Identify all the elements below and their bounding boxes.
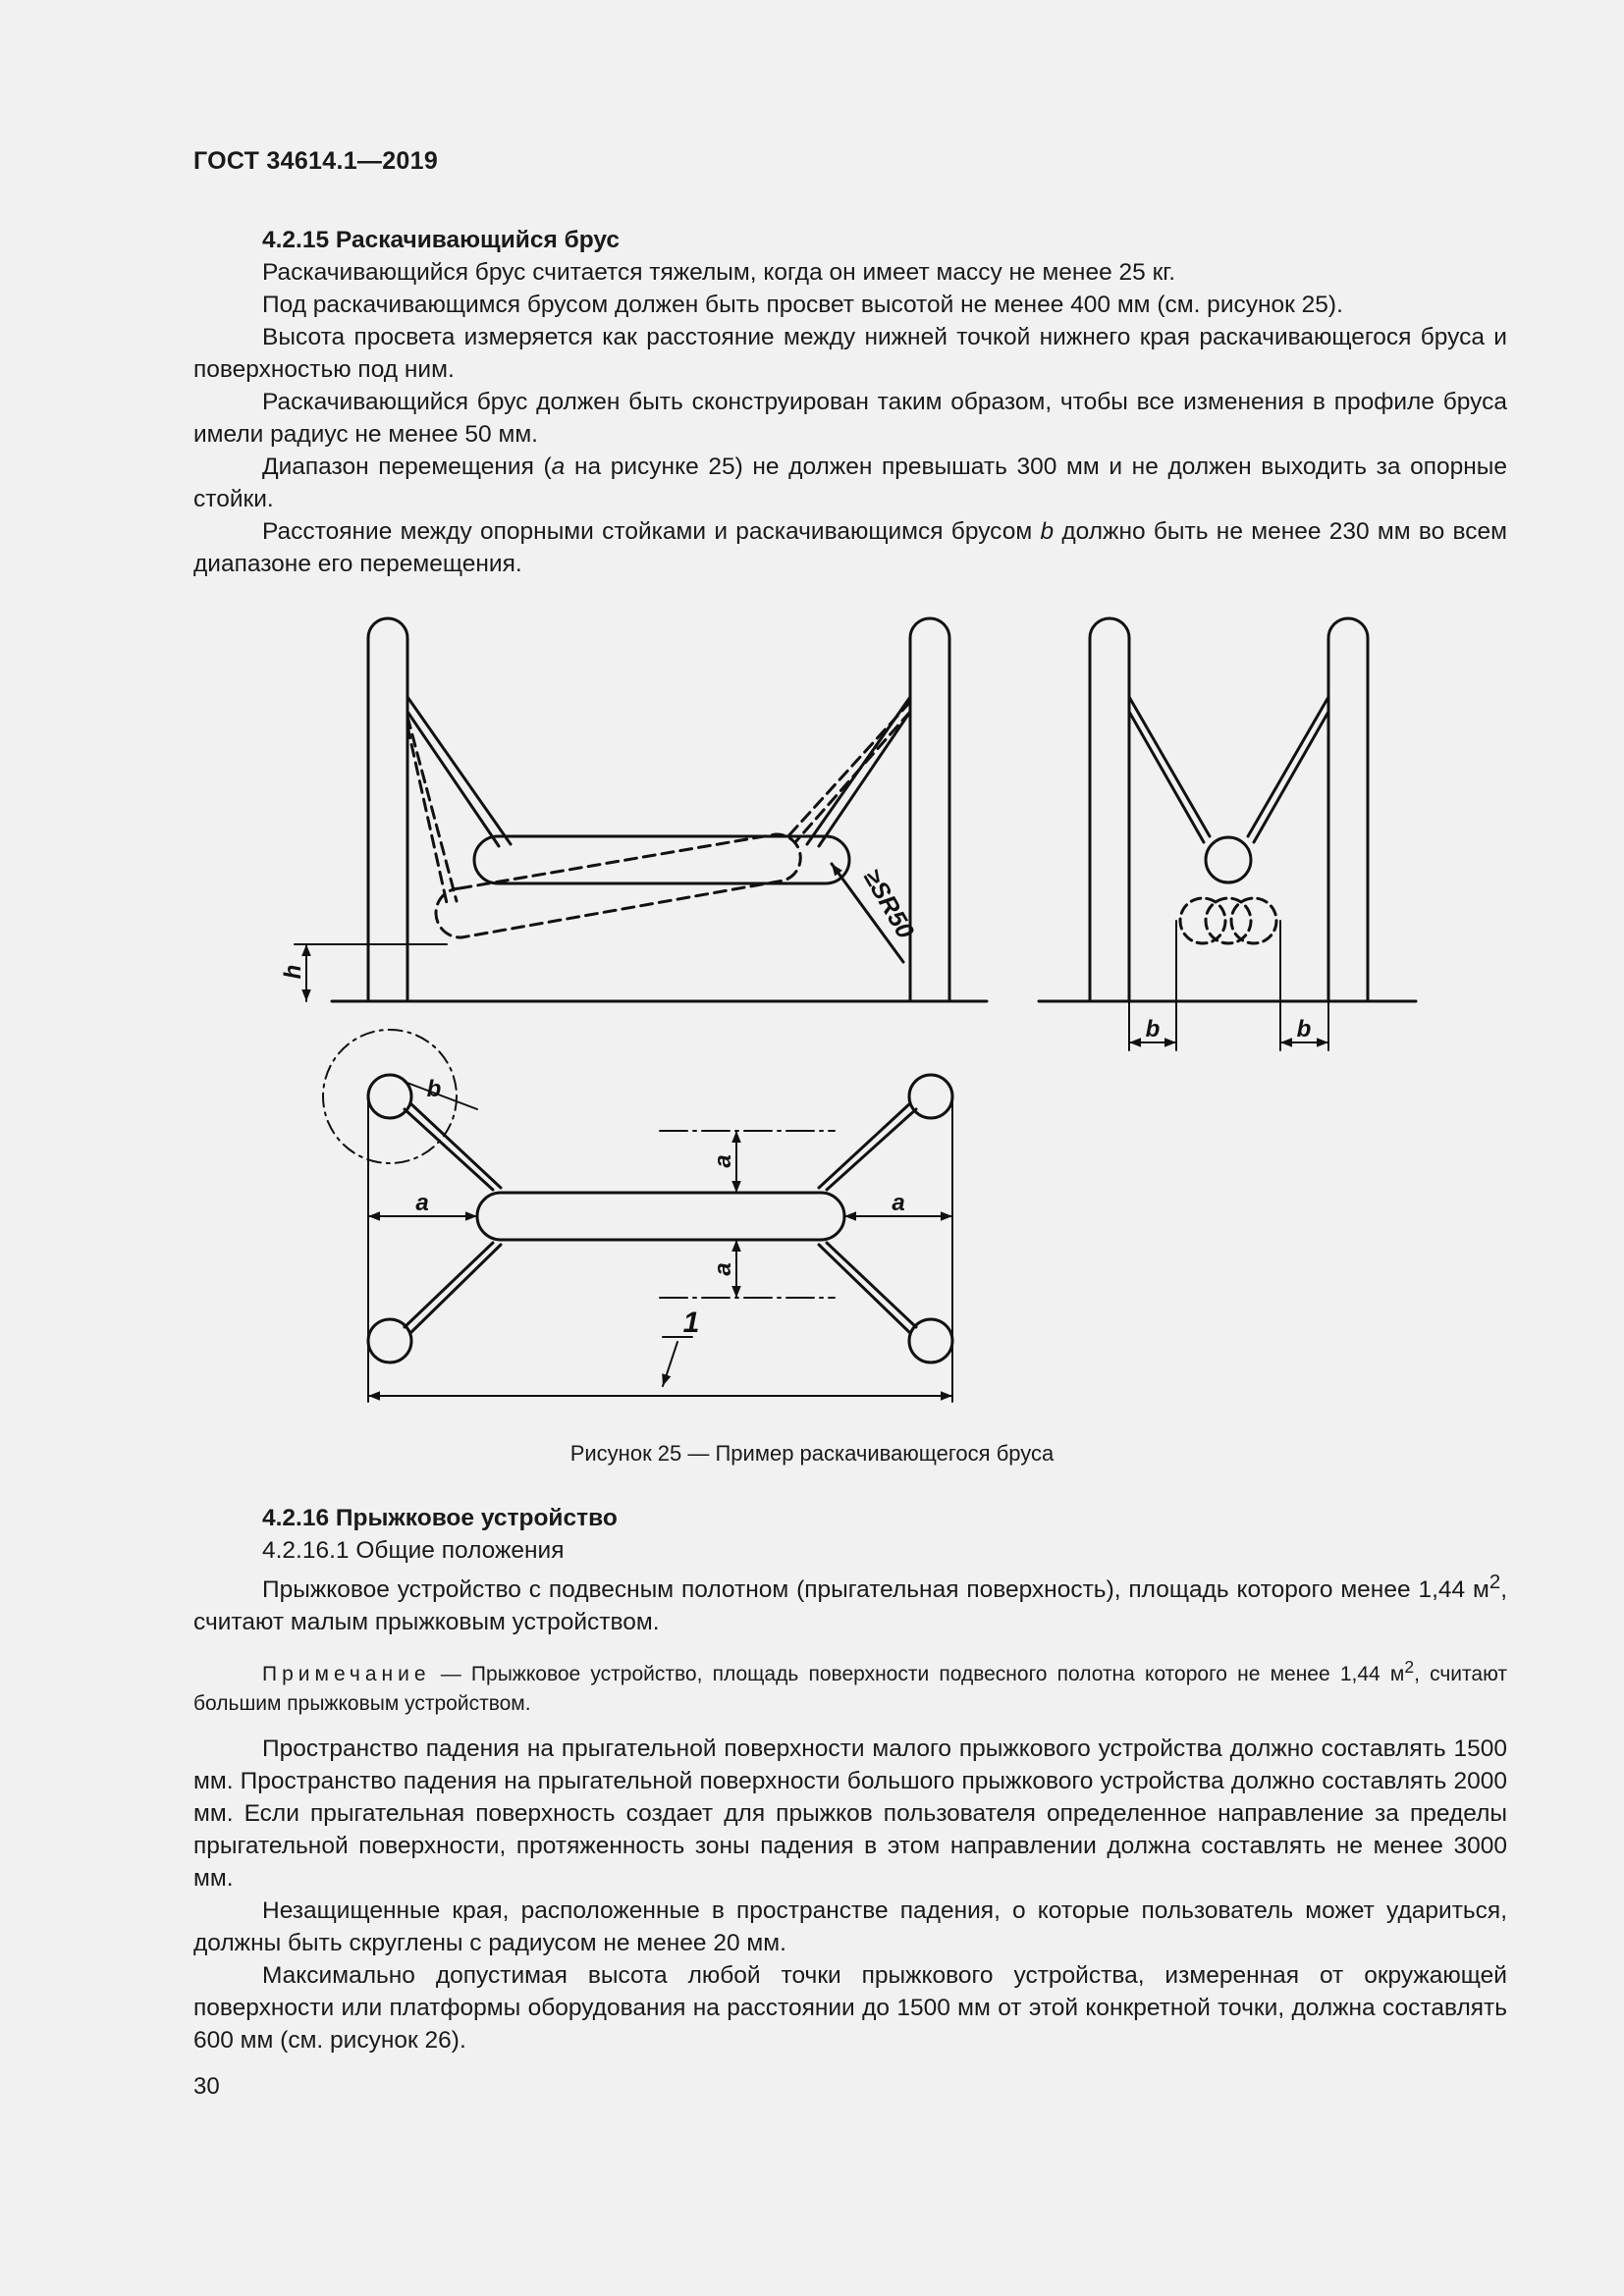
note-label: Примечание (262, 1663, 431, 1686)
displaced-bar-positions (1180, 898, 1276, 943)
label-a: a (710, 1262, 736, 1276)
standard-header: ГОСТ 34614.1—2019 (193, 147, 439, 175)
chain (819, 712, 910, 846)
label-b: b (426, 1076, 442, 1102)
variable-b: b (1040, 518, 1055, 545)
chain (819, 1103, 910, 1188)
figure-caption: Рисунок 25 — Пример раскачивающегося бруса (569, 1441, 1055, 1466)
paragraph: Прыжковое устройство с подвесным полотном (прыгательная поверхность), площадь которого менее 1,44 $м^2$, считают малым прыжковым устройством. (193, 1572, 1507, 1636)
paragraph: Расстояние между опорными стойками и раскачивающимся брусом b должно быть не менее 230 мм во всем диапазоне его перемещения. (193, 518, 1507, 577)
right-post (1328, 618, 1368, 1001)
post-section (909, 1075, 952, 1118)
travel-limit-lines (660, 1131, 835, 1298)
subsection-heading: 4.2.16.1 Общие положения (262, 1537, 565, 1564)
label-a: a (415, 1190, 429, 1216)
section-4-2-16 (193, 1502, 1507, 2056)
paragraph: Незащищенные края, расположенные в пространстве падения, о которые пользователь может удариться, должны быть скруглены с радиусом не менее 20 мм. (193, 1897, 1507, 1957)
variable-a: a (551, 454, 566, 480)
section-heading: 4.2.15 Раскачивающийся брус (262, 227, 620, 253)
left-post (1090, 618, 1129, 1001)
label-a: a (892, 1190, 905, 1216)
section-heading: 4.2.16 Прыжковое устройство (262, 1505, 618, 1531)
displaced-bar-outline (407, 702, 910, 937)
chain (405, 1243, 493, 1327)
paragraph: Максимально допустимая высота любой точки прыжкового устройства, измеренная от окружающей поверхности или платформы оборудования на расстоянии до 1500 мм от этой конкретной точки, должна составлять 600 мм (см. рисунок 26). (193, 1962, 1507, 2055)
chain (1129, 697, 1210, 836)
paragraph: Диапазон перемещения (a на рисунке 25) не должен превышать 300 мм и не должен выходить за опорные стойки. (193, 454, 1507, 512)
chain (1248, 697, 1328, 836)
label-a: a (710, 1154, 736, 1168)
chain (410, 1245, 501, 1333)
swinging-bar (477, 1193, 844, 1240)
label-b: b (1296, 1016, 1312, 1042)
leader-line (663, 1342, 677, 1386)
chain (819, 1245, 910, 1333)
label-sr50: ≥SR50 (857, 864, 920, 944)
paragraph: Раскачивающийся брус считается тяжелым, когда он имеет массу не менее 25 кг. (262, 259, 1176, 286)
paragraph: Высота просвета измеряется как расстояние между нижней точкой нижнего края раскачивающегося бруса и поверхностью под ним. (193, 324, 1507, 383)
chain (1254, 712, 1328, 842)
chain (410, 1103, 501, 1188)
label-b: b (1145, 1016, 1161, 1042)
bar-cross-section (1206, 837, 1251, 882)
right-post (910, 618, 949, 1001)
side-view (295, 618, 987, 1001)
paragraph: Пространство падения на прыгательной поверхности малого прыжкового устройства должно составлять 1500 мм. Пространство падения на прыгательной поверхности большого прыжкового устройства должно составлять 2000 мм. Если прыгательная поверхность создает для прыжков пользователя определенное направление за пределы прыгательной поверхности, протяженность зоны падения в этом направлении должна составлять не менее 3000 мм. (193, 1735, 1507, 1893)
end-view (1039, 618, 1416, 1050)
chain (405, 1109, 493, 1190)
paragraph: Раскачивающийся брус должен быть сконструирован таким образом, чтобы все изменения в профиле бруса имели радиус не менее 50 мм. (193, 389, 1507, 448)
chain (407, 712, 499, 846)
chain (827, 1109, 916, 1190)
chain (827, 1243, 916, 1327)
section-4-2-15 (193, 224, 1507, 580)
page-number: 30 (193, 2073, 220, 2100)
label-h: h (280, 964, 306, 980)
note: Примечание — Прыжковое устройство, площадь поверхности подвесного полотна которого не менее 1,44 $м^2$, считают большим прыжковым устройством. (193, 1657, 1507, 1716)
chain (1129, 712, 1204, 842)
figure-25-drawing (0, 589, 1624, 1433)
paragraph: Под раскачивающимся брусом должен быть просвет высотой не менее 400 мм (см. рисунок 25). (262, 292, 1343, 318)
label-position-1: 1 (682, 1307, 700, 1339)
